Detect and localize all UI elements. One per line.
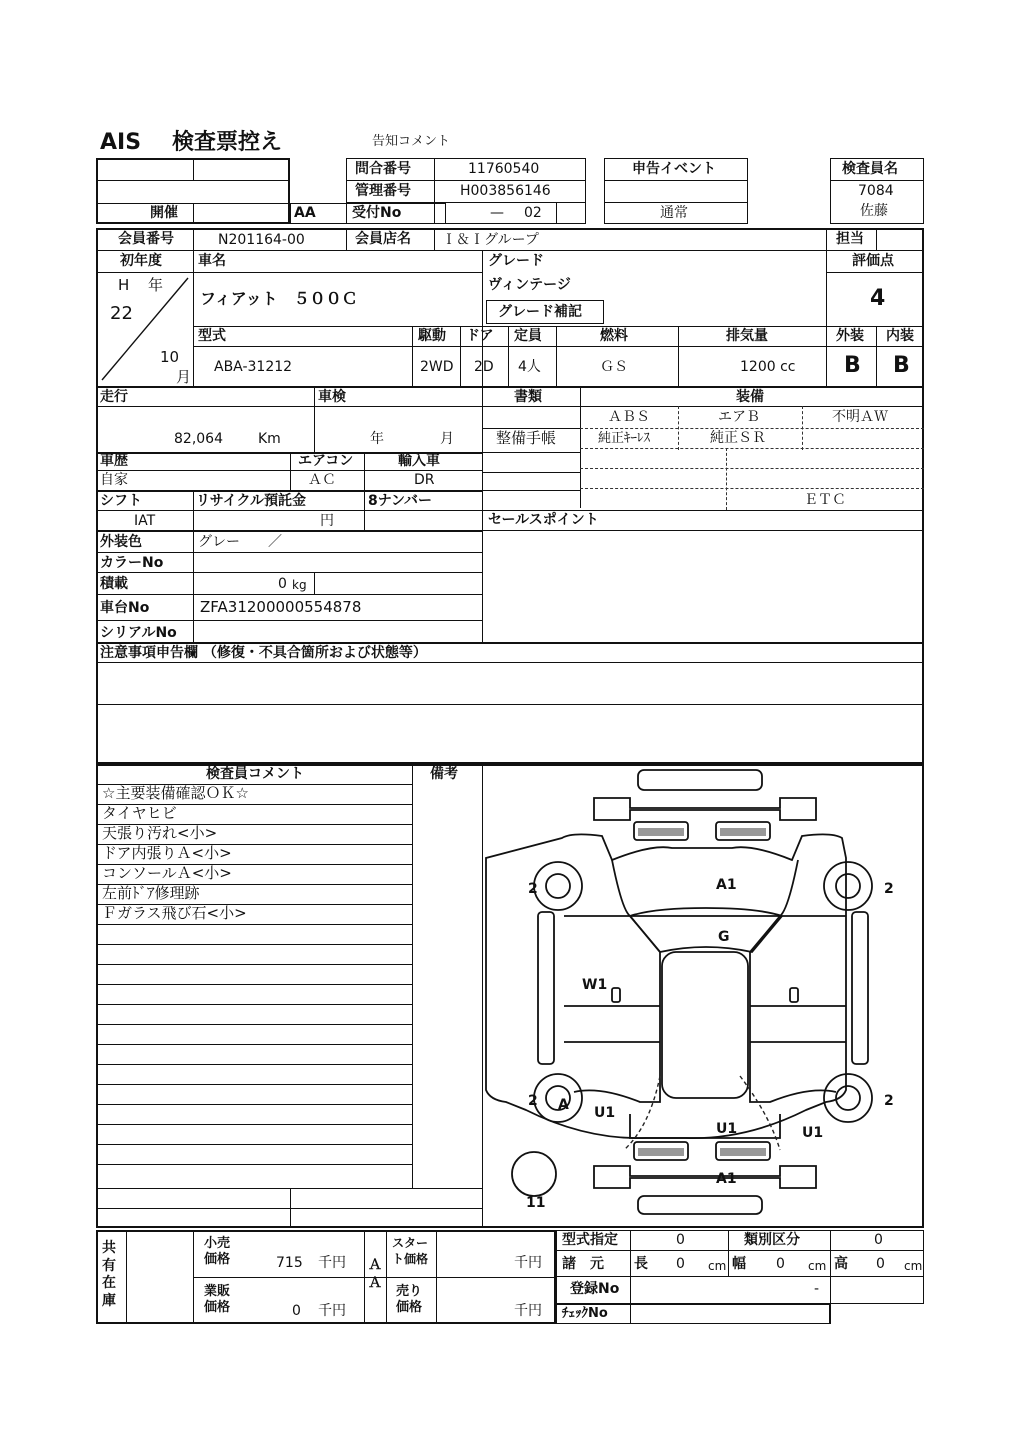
interior-value: B: [893, 353, 910, 378]
color-no-label: カラーNo: [100, 555, 164, 571]
door-label: ドア: [466, 328, 494, 344]
exterior-value: B: [844, 353, 861, 378]
width-value: 0: [776, 1256, 785, 1272]
month-unit: 月: [176, 368, 192, 386]
shared-stock-label: 共有在庫: [102, 1240, 116, 1309]
shift-label: シフト: [100, 493, 142, 509]
category-label: 類別区分: [744, 1232, 800, 1248]
serial-label: シリアルNo: [100, 625, 177, 641]
history-label: 車歴: [100, 453, 128, 469]
registration-value: -: [814, 1281, 820, 1297]
year-unit: 年: [148, 276, 164, 294]
diagram-mark: A1: [716, 1171, 737, 1187]
diagram-mark: 2: [884, 1093, 894, 1109]
inspector-label: 検査員名: [842, 161, 898, 177]
comment-rule: [96, 1084, 412, 1085]
diagram-mark: 2: [884, 881, 894, 897]
height-value: 0: [876, 1256, 885, 1272]
chassis-label: 車台No: [100, 600, 150, 616]
comment-rule: [96, 944, 412, 945]
comment-line: ドア内張りＡ<小>: [102, 844, 232, 862]
shaken-year: 年: [370, 431, 384, 447]
equipment-label: 装備: [736, 389, 764, 405]
comment-rule: [96, 984, 412, 985]
mgmt-label: 管理番号: [355, 183, 411, 199]
diagram-mark: A1: [716, 877, 737, 893]
inspector-id: 7084: [858, 183, 894, 199]
comment-rule: [96, 924, 412, 925]
load-unit: kg: [292, 578, 307, 592]
month-value: 10: [160, 348, 180, 366]
displacement-label: 排気量: [726, 328, 768, 344]
check-label: ﾁｪｯｸNo: [562, 1306, 608, 1321]
comment-rule: [96, 1144, 412, 1145]
aa-label: ＡＡ: [368, 1257, 382, 1292]
retail-value: 715: [276, 1255, 303, 1271]
notice-label: 告知コメント: [372, 134, 451, 149]
equipment-aw: 不明ＡＷ: [832, 409, 888, 425]
interior-label: 内装: [886, 328, 914, 344]
equipment-airbag: エアＢ: [718, 409, 760, 425]
front-bumper-shape: [638, 770, 762, 790]
start-unit: 千円: [514, 1255, 542, 1271]
member-store-label: 会員店名: [355, 231, 411, 247]
diagram-mark: U1: [594, 1105, 616, 1121]
wholesale-value: 0: [292, 1303, 301, 1319]
comment-line: Ｆガラス飛び石<小>: [102, 904, 247, 922]
mileage-value: 82,064: [174, 431, 223, 447]
equipment-keyless: 純正ｷｰﾚｽ: [598, 431, 651, 446]
equipment-abs: ＡＢＳ: [608, 409, 650, 425]
page-title: 検査票控え: [172, 130, 283, 155]
diagram-mark: U1: [802, 1125, 824, 1141]
load-label: 積載: [100, 576, 128, 592]
car-name-value: フィアット ５００Ｃ: [200, 289, 358, 308]
member-number-value: N201164-00: [218, 232, 305, 248]
inspector-comment-label: 検査員コメント: [206, 766, 304, 782]
ac-label: エアコン: [298, 453, 354, 469]
width-label: 幅: [732, 1256, 746, 1272]
documents-value: 整備手帳: [496, 429, 557, 447]
capacity-value: 4人: [518, 359, 541, 375]
diagram-mark: 2: [528, 1093, 538, 1109]
sales-point-label: セールスポイント: [488, 512, 599, 528]
comment-line: タイヤヒビ: [102, 804, 177, 822]
color-value: グレー ／: [198, 534, 282, 550]
grade-value: ヴィンテージ: [488, 277, 571, 293]
height-cm: cm: [904, 1259, 923, 1273]
comment-rule: [96, 1064, 412, 1065]
comment-rule: [96, 1004, 412, 1005]
height-label: 高: [834, 1256, 848, 1272]
comment-rule: [96, 1044, 412, 1045]
inquiry-label: 問合番号: [355, 161, 411, 177]
caution-label: 注意事項申告欄 （修復・不具合箇所および状態等）: [100, 645, 427, 661]
diagram-mark: U1: [716, 1121, 738, 1137]
diagram-mark: 2: [528, 881, 538, 897]
score-label: 評価点: [852, 253, 894, 269]
registration-label: 登録No: [570, 1281, 620, 1297]
start-label: スタート価格: [392, 1236, 429, 1266]
mileage-unit: Km: [258, 431, 281, 447]
venue-value: AA: [294, 205, 316, 221]
length-cm: cm: [708, 1259, 727, 1273]
diagram-mark: G: [718, 929, 730, 945]
drive-label: 駆動: [418, 328, 446, 344]
venue-label: 開催: [150, 205, 178, 221]
comment-rule: [96, 1024, 412, 1025]
fuel-value: ＧＳ: [600, 359, 628, 375]
shaken-label: 車検: [318, 389, 346, 405]
retail-label: 小売価格: [204, 1236, 231, 1268]
comment-line: 天張り汚れ<小>: [102, 824, 218, 842]
remarks-label: 備考: [430, 766, 458, 782]
comment-line: 左前ﾄﾞｱ修理跡: [102, 884, 200, 902]
diagram-mark: 11: [526, 1195, 546, 1211]
front-panel-shape: [594, 798, 816, 820]
import-value: DR: [414, 472, 435, 488]
inquiry-value: 11760540: [468, 161, 540, 177]
type-designation-value: 0: [676, 1232, 685, 1248]
model-label: 型式: [198, 328, 226, 344]
comment-line: ☆主要装備確認ＯＫ☆: [102, 784, 249, 802]
comment-rule: [96, 1104, 412, 1105]
comment-rule: [96, 1164, 412, 1165]
history-value: 自家: [100, 472, 128, 488]
exterior-label: 外装: [836, 328, 864, 344]
displacement-value: 1200 cc: [740, 359, 796, 375]
equipment-sr: 純正ＳＲ: [710, 430, 766, 446]
event-value: 通常: [660, 205, 688, 221]
wholesale-unit: 千円: [318, 1303, 346, 1319]
retail-unit: 千円: [318, 1255, 346, 1271]
grade-sub-label: グレード補記: [498, 304, 582, 320]
recycle-label: リサイクル預託金: [196, 493, 307, 509]
recycle-unit: 円: [320, 513, 334, 529]
score-value: 4: [870, 286, 886, 311]
shift-value: IAT: [134, 513, 156, 529]
reception-value: 02: [524, 205, 542, 221]
mileage-label: 走行: [100, 389, 128, 405]
length-label: 長: [634, 1256, 648, 1272]
drive-value: 2WD: [420, 359, 454, 375]
inspector-name: 佐藤: [860, 203, 888, 219]
color-label: 外装色: [100, 534, 142, 550]
width-cm: cm: [808, 1259, 827, 1273]
year-value: 22: [110, 303, 133, 324]
first-reg-label: 初年度: [120, 253, 162, 269]
load-value: 0: [278, 576, 287, 592]
ac-value: ＡＣ: [308, 472, 336, 488]
comment-rule: [96, 1124, 412, 1125]
door-value: 2D: [474, 359, 494, 375]
wholesale-label: 業販価格: [204, 1284, 231, 1316]
plate-label: 8ナンバー: [368, 493, 433, 509]
shaken-month: 月: [440, 431, 454, 447]
import-label: 輸入車: [398, 453, 440, 469]
diagram-mark: A: [558, 1097, 569, 1113]
reception-label: 受付No: [352, 205, 402, 221]
capacity-label: 定員: [514, 328, 542, 344]
comment-rule: [96, 964, 412, 965]
model-value: ABA-31212: [214, 359, 293, 375]
brand: AIS: [100, 130, 142, 155]
category-value: 0: [874, 1232, 883, 1248]
sell-label: 売り価格: [396, 1284, 423, 1316]
grade-label: グレード: [488, 253, 544, 269]
event-label: 申告イベント: [632, 161, 716, 177]
diagram-mark: W1: [582, 977, 608, 993]
mgmt-value: H003856146: [460, 183, 551, 199]
car-damage-diagram: [484, 766, 922, 1226]
charge-label: 担当: [836, 231, 864, 247]
documents-label: 書類: [514, 389, 542, 405]
car-name-label: 車名: [198, 253, 226, 269]
chassis-value: ZFA31200000554878: [200, 598, 362, 616]
length-value: 0: [676, 1256, 685, 1272]
sell-unit: 千円: [514, 1303, 542, 1319]
member-number-label: 会員番号: [118, 231, 174, 247]
equipment-etc: ＥＴＣ: [804, 492, 846, 508]
member-store-value: Ｉ＆Ｉグループ: [442, 232, 539, 248]
reception-dash: —: [490, 205, 504, 221]
type-designation-label: 型式指定: [562, 1232, 618, 1248]
era: H: [118, 276, 130, 294]
spec-label: 諸 元: [562, 1256, 604, 1272]
comment-line: コンソールＡ<小>: [102, 864, 232, 882]
fuel-label: 燃料: [600, 328, 628, 344]
roof-shape: [662, 952, 748, 1098]
